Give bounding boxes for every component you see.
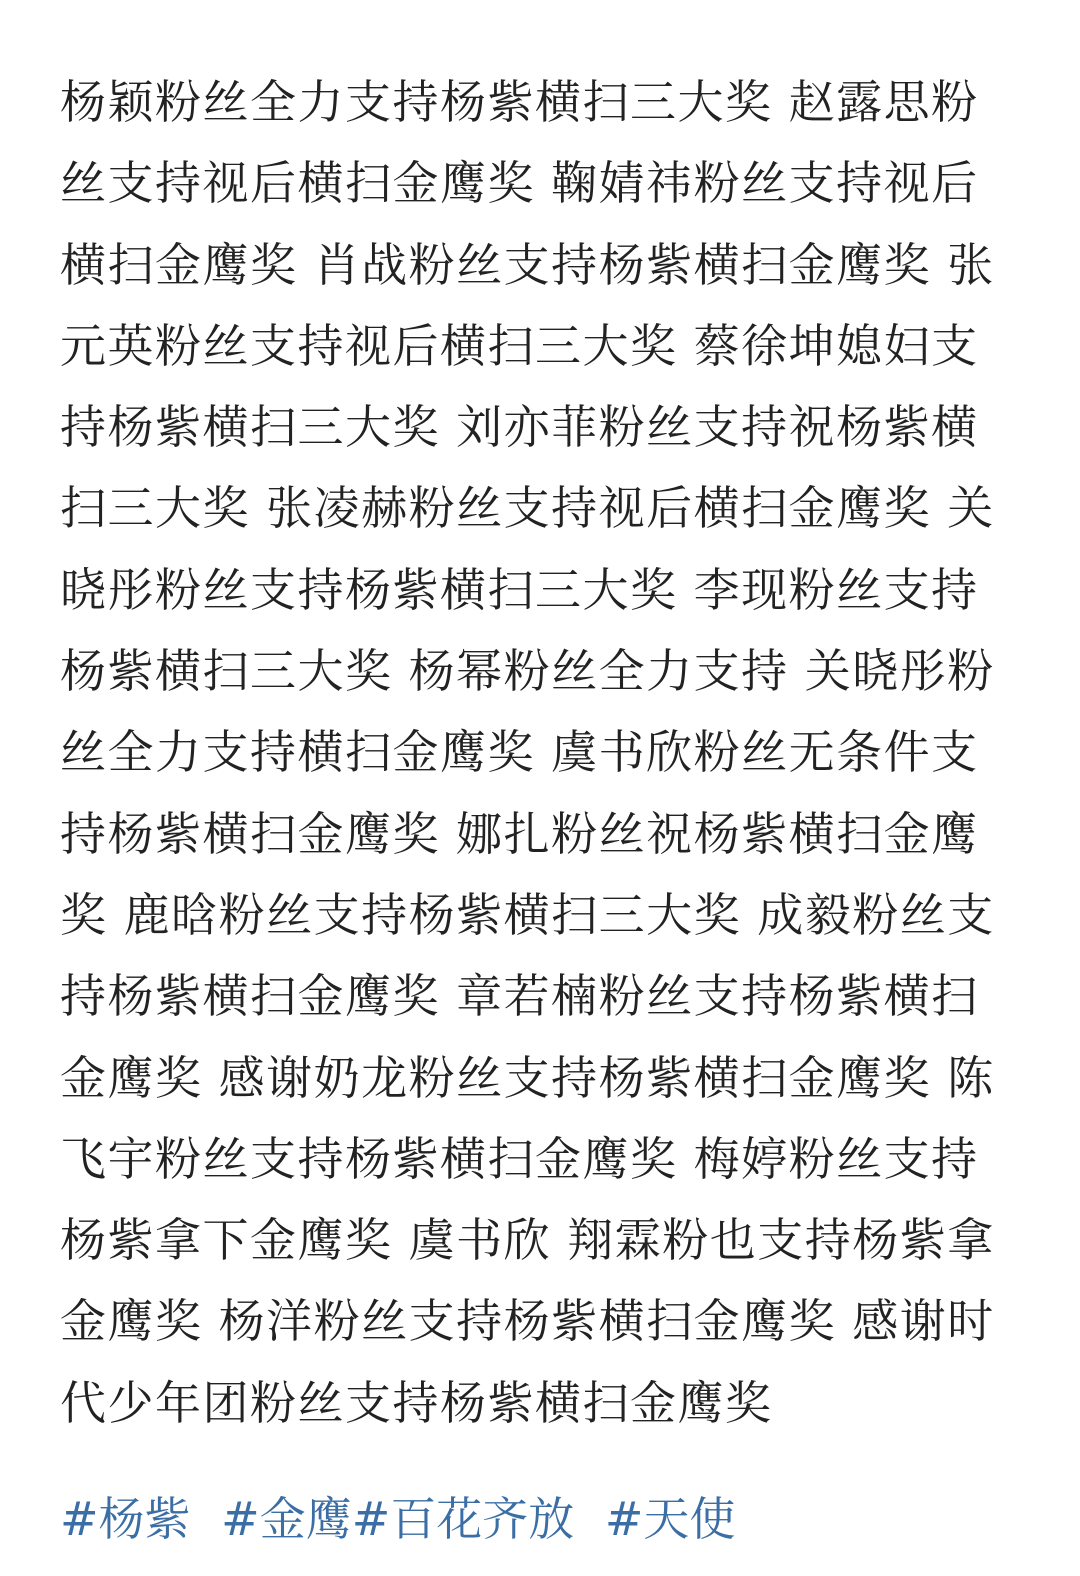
hashtag-jinying[interactable]: #金鹰 bbox=[221, 1492, 352, 1546]
hashtag-yangzi[interactable]: #杨紫 bbox=[60, 1492, 191, 1546]
hashtag-baihua-qifang[interactable]: #百花齐放 bbox=[351, 1492, 575, 1546]
post-content bbox=[60, 62, 1022, 1444]
hashtag-list bbox=[60, 1484, 1022, 1554]
post-body-text: 杨颖粉丝全力支持杨紫横扫三大奖 赵露思粉丝支持视后横扫金鹰奖 鞠婧祎粉丝支持视后横扫金鹰奖 肖战粉丝支持杨紫横扫金鹰奖 张元英粉丝支持视后横扫三大奖 蔡徐坤媳妇支持杨紫横扫三大奖 刘亦菲粉丝支持祝杨紫横扫三大奖 张凌赫粉丝支持视后横扫金鹰奖 关晓彤粉丝支持杨紫横扫三大奖 李现粉丝支持杨紫横扫三大奖 杨幂粉丝全力支持 关晓彤粉丝全力支持横扫金鹰奖 虞书欣粉丝无条件支持杨紫横扫金鹰奖 娜扎粉丝祝杨紫横扫金鹰奖 鹿晗粉丝支持杨紫横扫三大奖 成毅粉丝支持杨紫横扫金鹰奖 章若楠粉丝支持杨紫横扫金鹰奖 感谢奶龙粉丝支持杨紫横扫金鹰奖 陈飞宇粉丝支持杨紫横扫金鹰奖 梅婷粉丝支持杨紫拿下金鹰奖 虞书欣 翔霖粉也支持杨紫拿金鹰奖 杨洋粉丝支持杨紫横扫金鹰奖 感谢时代少年团粉丝支持杨紫横扫金鹰奖 bbox=[60, 75, 995, 1430]
hashtag-tianshi[interactable]: #天使 bbox=[604, 1492, 736, 1546]
